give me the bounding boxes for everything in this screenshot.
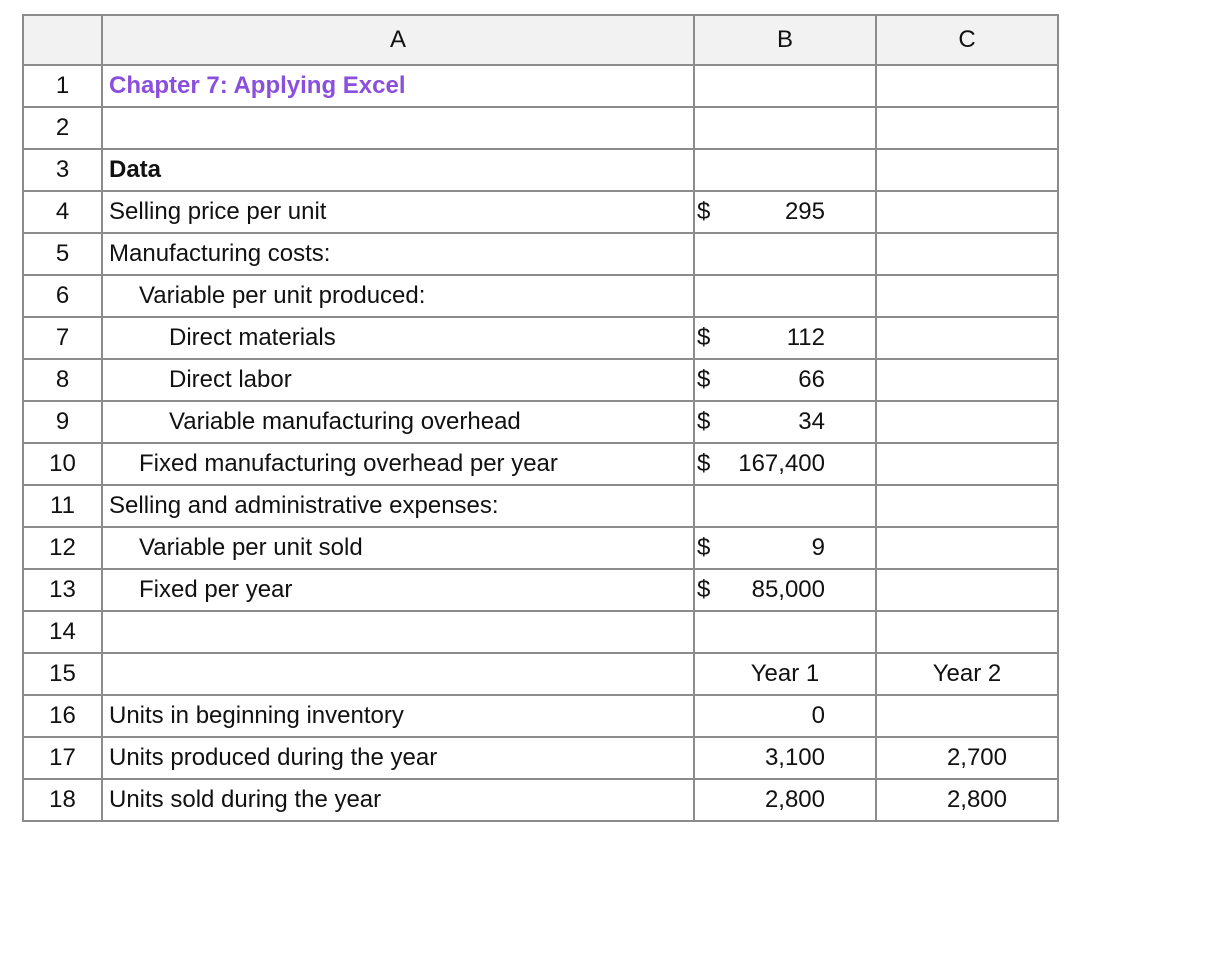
cell-c16[interactable] (876, 695, 1058, 737)
spreadsheet-grid (22, 14, 1059, 822)
select-all-corner[interactable] (23, 15, 102, 65)
column-header-row (23, 15, 1058, 65)
cell-b2[interactable] (694, 107, 876, 149)
row-header[interactable]: 6 (23, 275, 102, 317)
cell-value: 85,000 (751, 576, 825, 603)
row-header[interactable]: 17 (23, 737, 102, 779)
cell-a10[interactable]: Fixed manufacturing overhead per year (102, 443, 694, 485)
table-row (23, 653, 1058, 695)
cell-value: 66 (798, 366, 825, 393)
row-header[interactable]: 12 (23, 527, 102, 569)
cell-value: 34 (798, 408, 825, 435)
currency-symbol: $ (697, 324, 711, 351)
row-header[interactable]: 9 (23, 401, 102, 443)
table-row (23, 359, 1058, 401)
cell-a7[interactable]: Direct materials (102, 317, 694, 359)
cell-b17[interactable]: 3,100 (694, 737, 876, 779)
column-header-b[interactable]: B (694, 15, 876, 65)
cell-b8[interactable] (694, 359, 876, 401)
row-header[interactable]: 2 (23, 107, 102, 149)
cell-a8[interactable]: Direct labor (102, 359, 694, 401)
cell-b16[interactable]: 0 (694, 695, 876, 737)
row-header[interactable]: 18 (23, 779, 102, 821)
cell-c10[interactable] (876, 443, 1058, 485)
cell-a16[interactable]: Units in beginning inventory (102, 695, 694, 737)
table-row (23, 149, 1058, 191)
cell-c14[interactable] (876, 611, 1058, 653)
cell-b1[interactable] (694, 65, 876, 107)
currency-symbol: $ (697, 408, 711, 435)
cell-b9[interactable] (694, 401, 876, 443)
cell-a9[interactable]: Variable manufacturing overhead (102, 401, 694, 443)
cell-value: 9 (811, 534, 825, 561)
cell-a17[interactable]: Units produced during the year (102, 737, 694, 779)
column-header-a[interactable]: A (102, 15, 694, 65)
cell-value: 295 (784, 198, 825, 225)
table-row (23, 611, 1058, 653)
currency-symbol: $ (697, 450, 711, 477)
cell-b5[interactable] (694, 233, 876, 275)
cell-a5[interactable]: Manufacturing costs: (102, 233, 694, 275)
cell-a14[interactable] (102, 611, 694, 653)
cell-b13[interactable] (694, 569, 876, 611)
table-row (23, 275, 1058, 317)
cell-a13[interactable]: Fixed per year (102, 569, 694, 611)
table-row (23, 107, 1058, 149)
table-row (23, 443, 1058, 485)
cell-c17[interactable]: 2,700 (876, 737, 1058, 779)
cell-b12[interactable] (694, 527, 876, 569)
cell-c7[interactable] (876, 317, 1058, 359)
row-header[interactable]: 10 (23, 443, 102, 485)
currency-symbol: $ (697, 198, 711, 225)
cell-c1[interactable] (876, 65, 1058, 107)
cell-b7[interactable] (694, 317, 876, 359)
cell-a4[interactable]: Selling price per unit (102, 191, 694, 233)
cell-b18[interactable]: 2,800 (694, 779, 876, 821)
cell-a3[interactable]: Data (102, 149, 694, 191)
cell-c12[interactable] (876, 527, 1058, 569)
cell-b10[interactable] (694, 443, 876, 485)
row-header[interactable]: 1 (23, 65, 102, 107)
cell-b3[interactable] (694, 149, 876, 191)
row-header[interactable]: 5 (23, 233, 102, 275)
cell-b14[interactable] (694, 611, 876, 653)
currency-symbol: $ (697, 576, 711, 603)
cell-b11[interactable] (694, 485, 876, 527)
row-header[interactable]: 13 (23, 569, 102, 611)
cell-a15[interactable] (102, 653, 694, 695)
cell-c3[interactable] (876, 149, 1058, 191)
table-row (23, 737, 1058, 779)
cell-c2[interactable] (876, 107, 1058, 149)
cell-a2[interactable] (102, 107, 694, 149)
cell-c6[interactable] (876, 275, 1058, 317)
column-header-c[interactable]: C (876, 15, 1058, 65)
table-row (23, 191, 1058, 233)
cell-c11[interactable] (876, 485, 1058, 527)
cell-a18[interactable]: Units sold during the year (102, 779, 694, 821)
row-header[interactable]: 8 (23, 359, 102, 401)
cell-c4[interactable] (876, 191, 1058, 233)
cell-b4[interactable] (694, 191, 876, 233)
cell-a12[interactable]: Variable per unit sold (102, 527, 694, 569)
cell-c18[interactable]: 2,800 (876, 779, 1058, 821)
row-header[interactable]: 7 (23, 317, 102, 359)
cell-c15[interactable]: Year 2 (876, 653, 1058, 695)
currency-symbol: $ (697, 534, 711, 561)
cell-c13[interactable] (876, 569, 1058, 611)
cell-a11[interactable]: Selling and administrative expenses: (102, 485, 694, 527)
cell-value: 167,400 (738, 450, 825, 477)
cell-value: 112 (786, 324, 825, 351)
row-header[interactable]: 16 (23, 695, 102, 737)
table-row (23, 401, 1058, 443)
table-row (23, 233, 1058, 275)
table-row (23, 317, 1058, 359)
table-row (23, 65, 1058, 107)
cell-c8[interactable] (876, 359, 1058, 401)
row-header[interactable]: 15 (23, 653, 102, 695)
table-row (23, 527, 1058, 569)
cell-c9[interactable] (876, 401, 1058, 443)
cell-a1[interactable]: Chapter 7: Applying Excel (102, 65, 694, 107)
row-header[interactable]: 3 (23, 149, 102, 191)
cell-c5[interactable] (876, 233, 1058, 275)
row-header[interactable]: 11 (23, 485, 102, 527)
cell-b6[interactable] (694, 275, 876, 317)
table-row (23, 695, 1058, 737)
table-row (23, 779, 1058, 821)
currency-symbol: $ (697, 366, 711, 393)
table-row (23, 485, 1058, 527)
cell-a6[interactable]: Variable per unit produced: (102, 275, 694, 317)
cell-b15[interactable]: Year 1 (694, 653, 876, 695)
row-header[interactable]: 14 (23, 611, 102, 653)
row-header[interactable]: 4 (23, 191, 102, 233)
table-row (23, 569, 1058, 611)
